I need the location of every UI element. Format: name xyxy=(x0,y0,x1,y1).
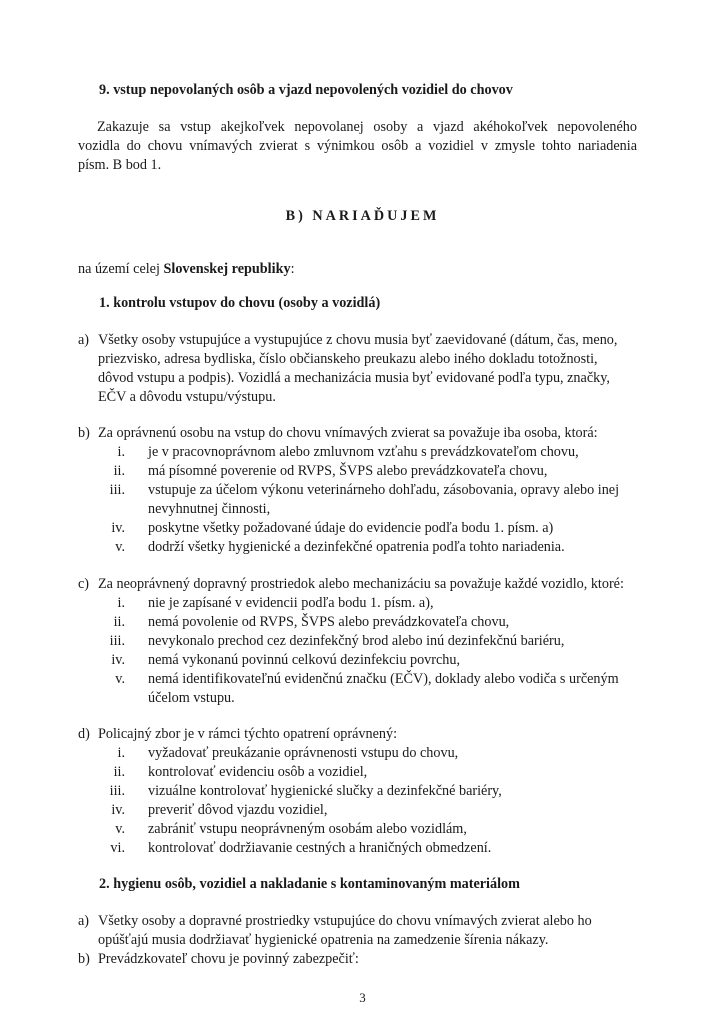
point-1d-item-3-text: vizuálne kontrolovať hygienické slučky a dezinfekčné bariéry, xyxy=(148,783,502,799)
point-1b-item-3-num: iii. xyxy=(109,482,125,498)
point-1b-item-2-text: má písomné poverenie od RVPS, ŠVPS alebo prevádzkovateľa chovu, xyxy=(148,463,548,479)
point-1d-item-2-num: ii. xyxy=(113,764,125,780)
point-2a-line-2: opúšťajú musia dodržiavať hygienické opatrenia na zamedzenie šírenia nákazy. xyxy=(98,932,549,948)
point-1b-item-4-text: poskytne všetky požadované údaje do evidencie podľa bodu 1. písm. a) xyxy=(148,520,554,536)
point-1d-item-3-num: iii. xyxy=(109,783,125,799)
section-9-text-line-3: písm. B bod 1. xyxy=(78,157,162,173)
section-b-heading: B) NARIAĎUJEM xyxy=(285,208,440,224)
point-1c-item-1-num: i. xyxy=(117,595,125,611)
section-9-heading: 9. vstup nepovolaných osôb a vjazd nepovolených vozidiel do chovov xyxy=(99,82,513,98)
point-1-heading: 1. kontrolu vstupov do chovu (osoby a vozidlá) xyxy=(99,295,381,311)
point-1b-marker: b) xyxy=(78,425,90,441)
point-1a-line-2: priezvisko, adresa bydliska, číslo občianskeho preukazu alebo iného dokladu totožnosti, xyxy=(98,351,598,367)
point-1d-item-2-text: kontrolovať evidenciu osôb a vozidiel, xyxy=(148,764,368,780)
point-1b-intro: Za oprávnenú osobu na vstup do chovu vnímavých zvierat sa považuje iba osoba, ktorá: xyxy=(98,425,598,441)
page-number: 3 xyxy=(359,990,366,1005)
point-1b-item-4-num: iv. xyxy=(111,520,125,536)
point-2a-line-1: Všetky osoby a dopravné prostriedky vstupujúce do chovu vnímavých zvierat alebo ho xyxy=(98,913,592,929)
section-9-text-line-2: vozidla do chovu vnímavých zvierat s výnimkou osôb a vozidiel v zmysle tohto nariadenia xyxy=(78,138,637,154)
point-1d-item-5-num: v. xyxy=(115,821,125,837)
point-1c-item-3-num: iii. xyxy=(109,633,125,649)
territory-prefix: na území celej xyxy=(78,261,164,277)
point-1c-item-5-num: v. xyxy=(115,671,125,687)
point-2-heading: 2. hygienu osôb, vozidiel a nakladanie s kontaminovaným materiálom xyxy=(99,876,520,892)
point-1c-marker: c) xyxy=(78,576,90,592)
point-1a-line-3: dôvod vstupu a podpis). Vozidlá a mechanizácia musia byť evidované podľa typu, značky, xyxy=(98,370,610,386)
point-1b-item-5-num: v. xyxy=(115,539,125,555)
point-1d-item-6-text: kontrolovať dodržiavanie cestných a hraničných obmedzení. xyxy=(148,840,492,856)
point-1c-item-3-text: nevykonalo prechod cez dezinfekčný brod alebo inú dezinfekčnú bariéru, xyxy=(148,633,565,649)
point-1d-marker: d) xyxy=(78,726,90,742)
point-2a-marker: a) xyxy=(78,913,90,929)
point-2b-marker: b) xyxy=(78,951,90,967)
point-1b-item-2-num: ii. xyxy=(113,463,125,479)
point-1c-item-4-text: nemá vykonanú povinnú celkovú dezinfekciu povrchu, xyxy=(148,652,461,668)
point-1d-item-1-num: i. xyxy=(117,745,125,761)
point-1c-intro: Za neoprávnený dopravný prostriedok alebo mechanizáciu sa považuje každé vozidlo, ktoré: xyxy=(98,576,624,592)
point-1c-item-2-text: nemá povolenie od RVPS, ŠVPS alebo prevádzkovateľa chovu, xyxy=(148,614,510,630)
point-1b-item-3-text: vstupuje za účelom výkonu veterinárneho dohľadu, zásobovania, opravy alebo inej xyxy=(148,482,620,498)
point-1d-item-4-text: preveriť dôvod vjazdu vozidiel, xyxy=(148,802,328,818)
point-1d-item-6-num: vi. xyxy=(110,840,125,856)
point-1b-item-3-cont: nevyhnutnej činnosti, xyxy=(148,501,271,517)
point-1b-item-1-num: i. xyxy=(117,444,125,460)
point-1d-item-4-num: iv. xyxy=(111,802,125,818)
point-1c-item-4-num: iv. xyxy=(111,652,125,668)
point-1a-line-1: Všetky osoby vstupujúce a vystupujúce z chovu musia byť zaevidované (dátum, čas, meno, xyxy=(98,332,618,348)
point-2b-line-1: Prevádzkovateľ chovu je povinný zabezpečiť: xyxy=(98,951,359,967)
point-1c-item-5-text: nemá identifikovateľnú evidenčnú značku (EČV), doklady alebo vodiča s určeným xyxy=(148,671,619,687)
point-1a-marker: a) xyxy=(78,332,90,348)
point-1c-item-2-num: ii. xyxy=(113,614,125,630)
point-1b-item-5-text: dodrží všetky hygienické a dezinfekčné opatrenia podľa tohto nariadenia. xyxy=(148,539,565,555)
point-1d-item-5-text: zabrániť vstupu neoprávneným osobám alebo vozidlám, xyxy=(148,821,467,837)
territory-bold: Slovenskej republiky xyxy=(163,261,291,277)
territory-line xyxy=(78,260,295,279)
point-1a-line-4: EČV a dôvodu vstupu/výstupu. xyxy=(98,389,276,405)
point-1d-item-1-text: vyžadovať preukázanie oprávnenosti vstupu do chovu, xyxy=(148,745,459,761)
point-1c-item-1-text: nie je zapísané v evidencii podľa bodu 1. písm. a), xyxy=(148,595,434,611)
section-9-text-line-1: Zakazuje sa vstup akejkoľvek nepovolanej osoby a vjazd akéhokoľvek nepovoleného xyxy=(97,119,637,135)
territory-suffix: : xyxy=(290,261,295,277)
point-1d-intro: Policajný zbor je v rámci týchto opatrení oprávnený: xyxy=(98,726,398,742)
point-1c-item-5-cont: účelom vstupu. xyxy=(148,690,235,706)
point-1b-item-1-text: je v pracovnoprávnom alebo zmluvnom vzťahu s prevádzkovateľom chovu, xyxy=(148,444,579,460)
